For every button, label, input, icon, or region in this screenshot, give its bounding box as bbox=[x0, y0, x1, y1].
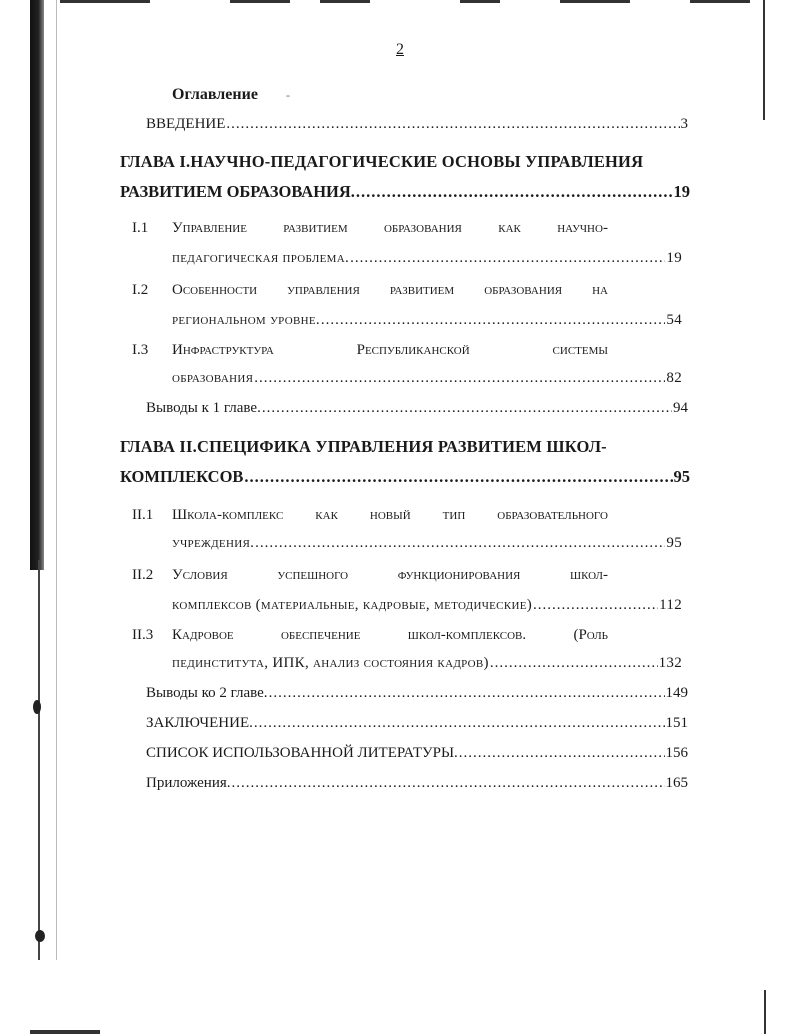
entry-text: Приложения. bbox=[146, 775, 231, 791]
title-word: тип bbox=[442, 507, 466, 523]
title-word: Кадровое bbox=[172, 627, 234, 643]
dot-leader bbox=[356, 182, 673, 202]
scan-edge-line bbox=[763, 0, 765, 120]
entry-text: ЗАКЛЮЧЕНИЕ. bbox=[146, 715, 253, 731]
chapter-1-title[interactable]: ГЛАВА I.НАУЧНО-ПЕДАГОГИЧЕСКИЕ ОСНОВЫ УПРАВЛЕНИЯ bbox=[120, 152, 644, 171]
entry-text: региональном уровне. bbox=[172, 312, 320, 328]
section-title-line[interactable] bbox=[172, 627, 608, 644]
dot-leader bbox=[533, 597, 658, 614]
title-word: развитием bbox=[389, 282, 455, 298]
title-word: как bbox=[498, 220, 521, 236]
entry-text: образования bbox=[172, 370, 254, 386]
title-word: Управление bbox=[172, 220, 247, 236]
dot-leader bbox=[254, 370, 665, 387]
entry-page: 165 bbox=[665, 775, 688, 791]
title-word: успешного bbox=[277, 567, 349, 583]
section-number: II.2 bbox=[132, 567, 154, 583]
toc-entry-conclusion-2[interactable] bbox=[146, 685, 688, 702]
title-word: как bbox=[315, 507, 338, 523]
entry-text: СПИСОК ИСПОЛЬЗОВАННОЙ ЛИТЕРАТУРЫ. bbox=[146, 745, 458, 761]
scan-top-mark bbox=[60, 0, 150, 3]
scan-edge-line bbox=[764, 990, 766, 1034]
title-word: обеспечение bbox=[280, 627, 361, 643]
toc-entry-conclusion-1[interactable] bbox=[146, 400, 688, 417]
dot-leader bbox=[321, 312, 665, 329]
dot-leader bbox=[490, 655, 658, 672]
dot-leader bbox=[226, 116, 679, 133]
toc-entry-conclusion[interactable] bbox=[146, 715, 688, 732]
ink-blot bbox=[35, 930, 45, 942]
section-title-line[interactable] bbox=[172, 567, 608, 584]
entry-page: 82 bbox=[666, 370, 682, 386]
entry-text: педагогическая проблема. bbox=[172, 250, 350, 266]
chapter-2-title[interactable]: ГЛАВА II.СПЕЦИФИКА УПРАВЛЕНИЯ РАЗВИТИЕМ ШКОЛ- bbox=[120, 437, 607, 456]
entry-text: КОМПЛЕКСОВ bbox=[120, 467, 244, 486]
section-title-line[interactable] bbox=[172, 342, 608, 359]
title-word: Инфраструктура bbox=[172, 342, 274, 358]
dot-leader bbox=[232, 775, 665, 792]
scan-edge-line bbox=[56, 0, 57, 960]
title-word: Особенности bbox=[172, 282, 258, 298]
dot-leader bbox=[459, 745, 665, 762]
scan-top-mark bbox=[460, 0, 500, 3]
title-word: школ- bbox=[569, 567, 608, 583]
section-title-line[interactable] bbox=[172, 220, 608, 237]
entry-page: 149 bbox=[665, 685, 688, 701]
title-word: развитием bbox=[283, 220, 348, 236]
scan-top-mark bbox=[560, 0, 630, 3]
entry-page: 151 bbox=[665, 715, 688, 731]
entry-page: 112 bbox=[659, 597, 682, 613]
toc-entry-bibliography[interactable] bbox=[146, 745, 688, 762]
dot-leader bbox=[269, 685, 665, 702]
entry-text: комплексов (материальные, кадровые, методические) bbox=[172, 597, 533, 613]
scan-top-mark bbox=[230, 0, 290, 3]
title-word: школ-комплексов. bbox=[407, 627, 527, 643]
section-number: I.2 bbox=[132, 282, 149, 298]
section-title-line[interactable] bbox=[172, 282, 608, 299]
toc-entry-section-1-2[interactable] bbox=[172, 312, 682, 329]
entry-text: Выводы ко 2 главе. bbox=[146, 685, 268, 701]
title-word: образования bbox=[484, 282, 563, 298]
toc-entry-appendices[interactable] bbox=[146, 775, 688, 792]
entry-page: 19 bbox=[666, 250, 682, 266]
toc-entry-section-1-3[interactable] bbox=[172, 370, 682, 387]
entry-page: 132 bbox=[658, 655, 682, 671]
scan-top-mark bbox=[320, 0, 370, 3]
entry-text: учреждения. bbox=[172, 535, 255, 551]
dot-leader bbox=[255, 535, 665, 552]
dot-leader bbox=[254, 715, 665, 732]
toc-title: Оглавление bbox=[172, 86, 258, 103]
title-word: научно- bbox=[557, 220, 608, 236]
stray-mark: - bbox=[286, 88, 290, 102]
toc-entry-section-2-3[interactable] bbox=[172, 655, 682, 672]
title-word: Условия bbox=[172, 567, 228, 583]
dot-leader bbox=[262, 400, 672, 417]
title-word: Школа-комплекс bbox=[172, 507, 284, 523]
entry-text: пединститута, ИПК, анализ состояния кадров) bbox=[172, 655, 489, 671]
entry-page: 3 bbox=[680, 116, 688, 132]
scan-top-mark bbox=[690, 0, 750, 3]
title-word: системы bbox=[552, 342, 608, 358]
scan-edge-line bbox=[38, 560, 40, 960]
title-word: Республиканской bbox=[356, 342, 470, 358]
dot-leader bbox=[244, 467, 672, 487]
entry-page: 95 bbox=[673, 467, 690, 486]
title-word: новый bbox=[369, 507, 411, 523]
toc-entry-section-2-1[interactable] bbox=[172, 535, 682, 552]
title-word: на bbox=[592, 282, 608, 298]
toc-entry-intro[interactable] bbox=[146, 116, 688, 133]
scan-bottom-mark bbox=[30, 1030, 100, 1034]
toc-entry-chapter-1[interactable] bbox=[120, 182, 690, 202]
entry-page: 95 bbox=[666, 535, 682, 551]
entry-text: РАЗВИТИЕМ ОБРАЗОВАНИЯ. bbox=[120, 182, 355, 201]
entry-text: Выводы к 1 главе. bbox=[146, 400, 261, 416]
title-word: образовательного bbox=[497, 507, 608, 523]
title-word: управления bbox=[287, 282, 360, 298]
entry-page: 94 bbox=[673, 400, 688, 416]
scan-edge-shadow bbox=[30, 0, 44, 570]
toc-entry-chapter-2[interactable] bbox=[120, 467, 690, 487]
title-word: образования bbox=[383, 220, 462, 236]
dot-leader bbox=[350, 250, 665, 267]
entry-page: 54 bbox=[666, 312, 682, 328]
toc-entry-section-2-2[interactable] bbox=[172, 597, 682, 614]
entry-page: 19 bbox=[673, 182, 690, 201]
page-number: 2 bbox=[396, 41, 404, 58]
title-word: (Роль bbox=[573, 627, 608, 643]
entry-page: 156 bbox=[665, 745, 688, 761]
section-number: II.1 bbox=[132, 507, 154, 523]
section-number: II.3 bbox=[132, 627, 154, 643]
entry-text: ВВЕДЕНИЕ bbox=[146, 116, 226, 132]
section-title-line[interactable] bbox=[172, 507, 608, 524]
title-word: функционирования bbox=[397, 567, 521, 583]
ink-blot bbox=[33, 700, 41, 714]
toc-entry-section-1-1[interactable] bbox=[172, 250, 682, 267]
section-number: I.1 bbox=[132, 220, 149, 236]
section-number: I.3 bbox=[132, 342, 149, 358]
